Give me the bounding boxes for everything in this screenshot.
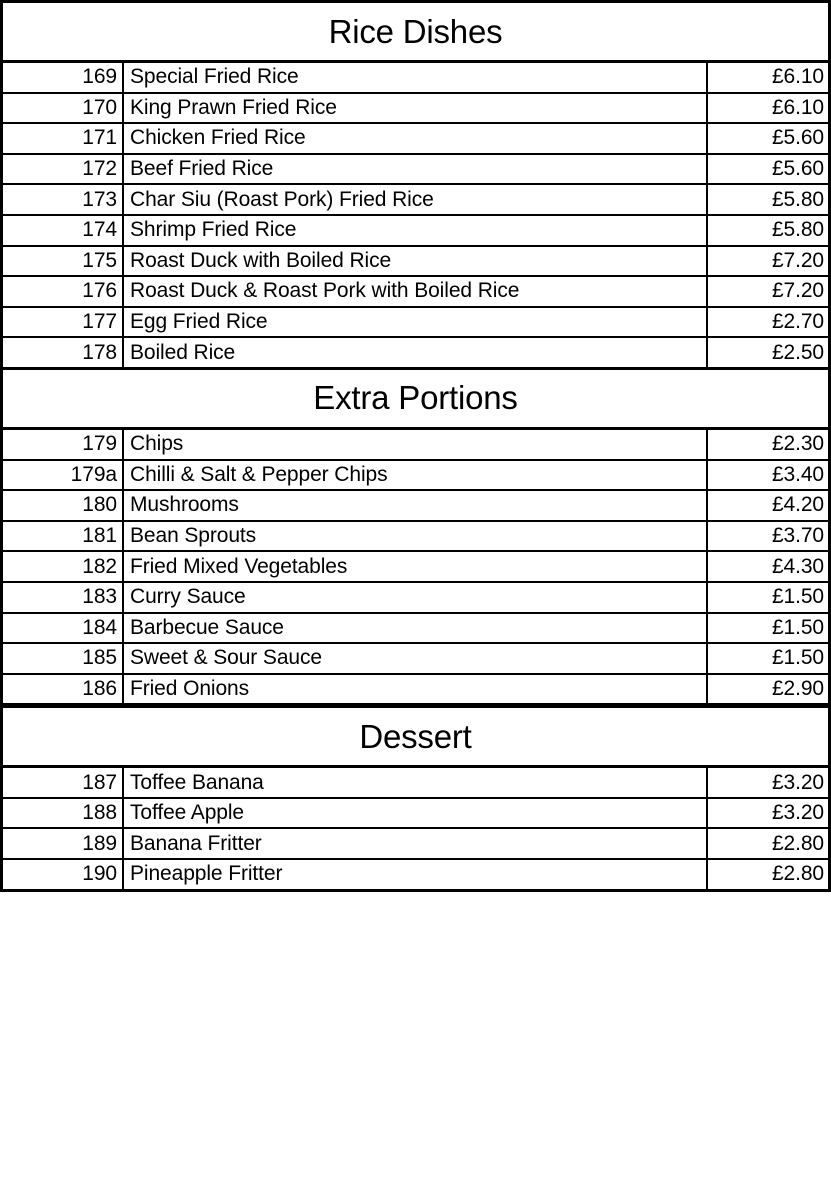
item-name: Toffee Apple bbox=[130, 801, 245, 825]
item-price: £6.10 bbox=[706, 63, 828, 92]
item-name: Roast Duck with Boiled Rice bbox=[130, 248, 392, 272]
menu-section bbox=[3, 367, 828, 703]
item-number: 186 bbox=[3, 675, 124, 704]
item-name: Banana Fritter bbox=[130, 831, 262, 855]
item-price: £2.80 bbox=[706, 860, 828, 889]
section-title: Rice Dishes bbox=[3, 0, 828, 63]
item-price: £1.50 bbox=[706, 583, 828, 612]
menu-row bbox=[3, 614, 828, 645]
item-name: Pineapple Fritter bbox=[130, 862, 283, 886]
item-price: £5.80 bbox=[706, 185, 828, 214]
menu-row bbox=[3, 338, 828, 367]
item-number: 169 bbox=[3, 63, 124, 92]
menu-row bbox=[3, 277, 828, 308]
item-number: 170 bbox=[3, 94, 124, 123]
item-number: 183 bbox=[3, 583, 124, 612]
item-number: 180 bbox=[3, 491, 124, 520]
item-price: £4.30 bbox=[706, 552, 828, 581]
item-name: Toffee Banana bbox=[130, 770, 264, 794]
item-number: 179a bbox=[3, 461, 124, 490]
item-price: £3.40 bbox=[706, 461, 828, 490]
menu-section bbox=[3, 703, 828, 891]
menu-row bbox=[3, 216, 828, 247]
item-price: £3.20 bbox=[706, 768, 828, 797]
item-number: 187 bbox=[3, 768, 124, 797]
menu-row bbox=[3, 675, 828, 704]
item-name: Fried Onions bbox=[130, 676, 250, 700]
item-number: 174 bbox=[3, 216, 124, 245]
item-name: Shrimp Fried Rice bbox=[130, 218, 297, 242]
item-price: £1.50 bbox=[706, 644, 828, 673]
item-name: Bean Sprouts bbox=[130, 524, 257, 548]
menu-row bbox=[3, 63, 828, 94]
item-number: 179 bbox=[3, 430, 124, 459]
menu-row bbox=[3, 644, 828, 675]
item-price: £7.20 bbox=[706, 247, 828, 276]
menu-row bbox=[3, 308, 828, 339]
menu-row bbox=[3, 185, 828, 216]
item-name: Boiled Rice bbox=[130, 340, 236, 364]
item-number: 175 bbox=[3, 247, 124, 276]
item-number: 177 bbox=[3, 308, 124, 337]
item-price: £4.20 bbox=[706, 491, 828, 520]
item-price: £2.70 bbox=[706, 308, 828, 337]
item-number: 185 bbox=[3, 644, 124, 673]
menu-row bbox=[3, 799, 828, 830]
item-name: Char Siu (Roast Pork) Fried Rice bbox=[130, 187, 434, 211]
item-name: Beef Fried Rice bbox=[130, 157, 274, 181]
item-number: 189 bbox=[3, 829, 124, 858]
menu-row bbox=[3, 155, 828, 186]
item-number: 171 bbox=[3, 124, 124, 153]
menu-row bbox=[3, 491, 828, 522]
item-price: £3.20 bbox=[706, 799, 828, 828]
item-price: £5.80 bbox=[706, 216, 828, 245]
item-name: Chicken Fried Rice bbox=[130, 126, 306, 150]
item-name: Chilli & Salt & Pepper Chips bbox=[130, 462, 388, 486]
item-price: £6.10 bbox=[706, 94, 828, 123]
item-price: £2.90 bbox=[706, 675, 828, 704]
menu-row bbox=[3, 768, 828, 799]
item-price: £5.60 bbox=[706, 124, 828, 153]
menu-row bbox=[3, 124, 828, 155]
item-price: £2.30 bbox=[706, 430, 828, 459]
menu-row bbox=[3, 430, 828, 461]
item-name: Special Fried Rice bbox=[130, 65, 299, 89]
item-number: 173 bbox=[3, 185, 124, 214]
item-price: £2.80 bbox=[706, 829, 828, 858]
menu-row bbox=[3, 94, 828, 125]
item-price: £2.50 bbox=[706, 338, 828, 367]
item-name: Chips bbox=[130, 432, 184, 456]
item-price: £3.70 bbox=[706, 522, 828, 551]
menu-row bbox=[3, 860, 828, 892]
item-number: 181 bbox=[3, 522, 124, 551]
item-name: King Prawn Fried Rice bbox=[130, 95, 337, 119]
item-number: 190 bbox=[3, 860, 124, 889]
item-name: Roast Duck & Roast Pork with Boiled Rice bbox=[130, 279, 520, 303]
item-price: £1.50 bbox=[706, 614, 828, 643]
menu-row bbox=[3, 522, 828, 553]
menu-row bbox=[3, 583, 828, 614]
item-name: Curry Sauce bbox=[130, 585, 246, 609]
item-name: Barbecue Sauce bbox=[130, 615, 284, 639]
menu-section bbox=[3, 0, 828, 367]
menu-row bbox=[3, 247, 828, 278]
menu-row bbox=[3, 461, 828, 492]
item-name: Mushrooms bbox=[130, 493, 239, 517]
item-number: 184 bbox=[3, 614, 124, 643]
item-name: Fried Mixed Vegetables bbox=[130, 554, 348, 578]
item-price: £5.60 bbox=[706, 155, 828, 184]
item-number: 188 bbox=[3, 799, 124, 828]
section-title: Extra Portions bbox=[3, 367, 828, 430]
item-name: Sweet & Sour Sauce bbox=[130, 646, 322, 670]
item-name: Egg Fried Rice bbox=[130, 310, 268, 334]
item-number: 172 bbox=[3, 155, 124, 184]
menu-row bbox=[3, 552, 828, 583]
item-number: 178 bbox=[3, 338, 124, 367]
item-price: £7.20 bbox=[706, 277, 828, 306]
section-title: Dessert bbox=[3, 703, 828, 768]
item-number: 176 bbox=[3, 277, 124, 306]
item-number: 182 bbox=[3, 552, 124, 581]
menu-row bbox=[3, 829, 828, 860]
blank-area bbox=[0, 892, 831, 1192]
